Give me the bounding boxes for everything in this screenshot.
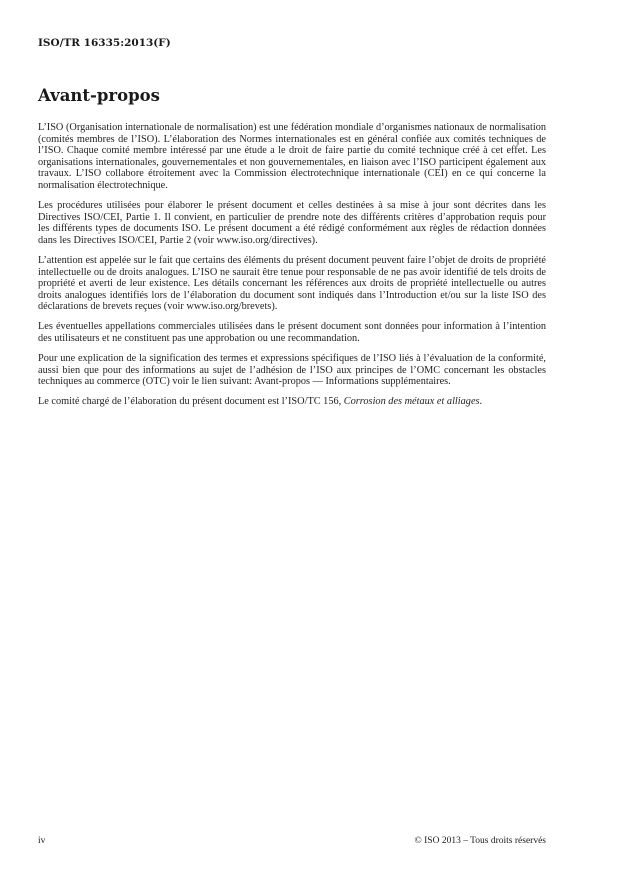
paragraph-committee: [38, 396, 546, 408]
committee-prefix: Le comité chargé de l’élaboration du présent document est l’ISO/TC 156,: [38, 396, 344, 408]
paragraph-conformity-assessment: Pour une explication de la signification des termes et expressions spécifiques de l’ISO liés à l’évaluation de la conformité, aussi bien que pour des informations au sujet de l’adhésion de l’ISO aux principes de l’OMC concernant les obstacles techniques au commerce (OTC) voir le lien suivant: Avant-propos — Informations supplémentaires.: [38, 353, 546, 388]
paragraph-procedures: Les procédures utilisées pour élaborer le présent document et celles destinées à sa mise à jour sont décrites dans les Directives ISO/CEI, Partie 1. Il convient, en particulier de prendre note des différents critères d’approbation requis pour les différents types de documents ISO. Le présent document a été rédigé conformément aux règles de rédaction données dans les Directives ISO/CEI, Partie 2 (voir www.iso.org/directives).: [38, 200, 546, 246]
copyright-notice: © ISO 2013 – Tous droits réservés: [414, 836, 546, 846]
paragraph-trade-names: Les éventuelles appellations commerciales utilisées dans le présent document sont données pour information à l’intention des utilisateurs et ne constituent pas une approbation ou une recommandation.: [38, 321, 546, 344]
document-identifier: ISO/TR 16335:2013(F): [38, 37, 171, 49]
section-title: Avant-propos: [38, 86, 160, 105]
paragraph-iso-organisation: L’ISO (Organisation internationale de normalisation) est une fédération mondiale d’organismes nationaux de normalisation (comités membres de l’ISO). L’élaboration des Normes internationales est en général confiée aux comités techniques de l’ISO. Chaque comité membre intéressé par une étude a le droit de faire partie du comité technique créé à cet effet. Les organisations internationales, gouvernementales et non gouvernementales, en liaison avec l’ISO participent également aux travaux. L’ISO collabore étroitement avec la Commission électrotechnique internationale (CEI) en ce qui concerne la normalisation électrotechnique.: [38, 122, 546, 191]
page-number: iv: [38, 836, 46, 846]
foreword-body: [38, 122, 546, 416]
paragraph-patent-rights: L’attention est appelée sur le fait que certains des éléments du présent document peuvent faire l’objet de droits de propriété intellectuelle ou de droits analogues. L’ISO ne saurait être tenue pour responsable de ne pas avoir identifié de tels droits de propriété et averti de leur existence. Les détails concernant les références aux droits de propriété intellectuelle ou autres droits analogues identifiés lors de l’élaboration du document sont indiqués dans l’Introduction et/ou sur la liste ISO des déclarations de brevets reçues (voir www.iso.org/brevets).: [38, 254, 546, 313]
committee-name: Corrosion des métaux et alliages: [343, 396, 480, 408]
committee-suffix: .: [479, 396, 483, 408]
